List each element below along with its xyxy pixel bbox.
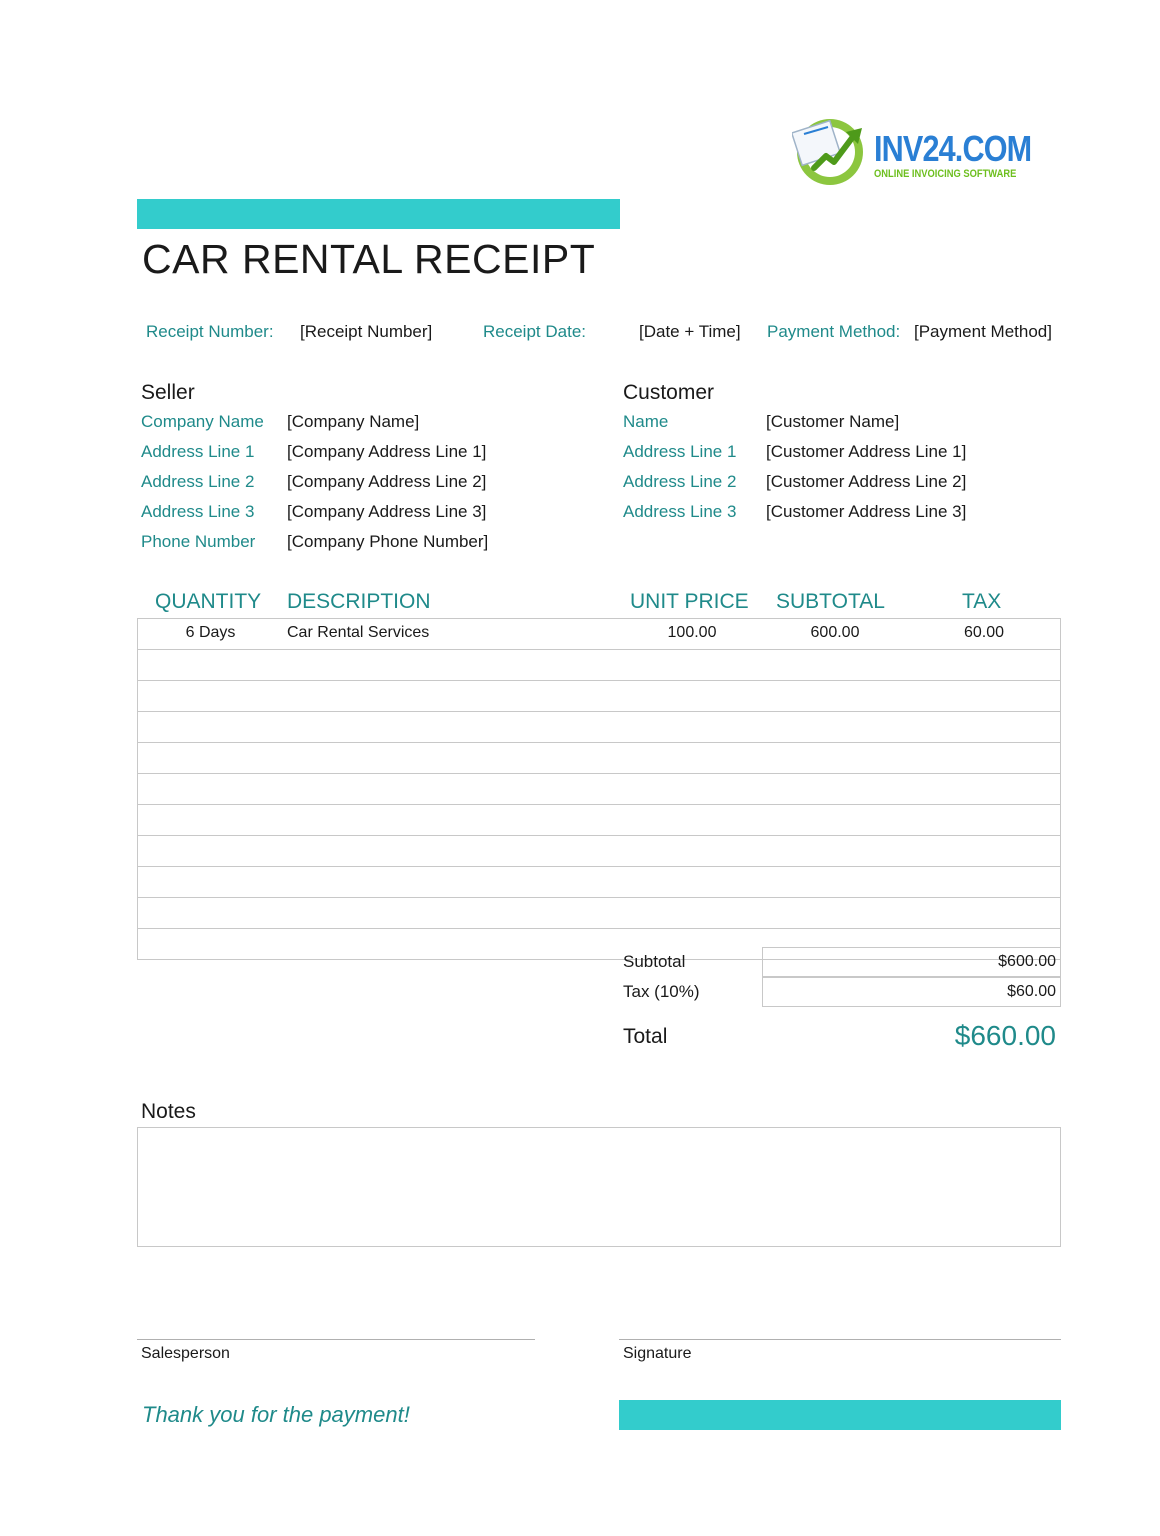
customer-name-label: Name	[623, 412, 669, 431]
receipt-number-label: Receipt Number:	[146, 322, 274, 341]
logo-graphic	[792, 112, 872, 192]
bottom-accent-bar	[619, 1400, 1061, 1430]
customer-address1-value: [Customer Address Line 1]	[766, 442, 967, 461]
signature-line	[619, 1339, 1061, 1340]
payment-method-value: [Payment Method]	[914, 322, 1052, 341]
seller-phone-label: Phone Number	[141, 532, 256, 551]
seller-address2-label: Address Line 2	[141, 472, 255, 491]
cell-description: Car Rental Services	[287, 624, 430, 641]
header-quantity: QUANTITY	[155, 590, 262, 613]
seller-company-value: [Company Name]	[287, 412, 420, 431]
customer-address2-value: [Customer Address Line 2]	[766, 472, 967, 491]
payment-method-label: Payment Method:	[767, 322, 901, 341]
table-row[interactable]	[138, 649, 1060, 680]
seller-address3-value: [Company Address Line 3]	[287, 502, 487, 521]
cell-tax: 60.00	[963, 624, 1005, 641]
tax-value[interactable]: $60.00	[762, 977, 1061, 1007]
table-row[interactable]	[138, 773, 1060, 804]
notes-heading: Notes	[141, 1100, 196, 1123]
customer-address3-value: [Customer Address Line 3]	[766, 502, 967, 521]
receipt-number-value: [Receipt Number]	[300, 322, 433, 341]
table-row[interactable]	[138, 711, 1060, 742]
header-tax: TAX	[962, 590, 1002, 613]
total-value: $660.00	[954, 1020, 1056, 1051]
logo-name: INV24.COM	[874, 128, 1032, 169]
salesperson-line	[137, 1339, 535, 1340]
table-row[interactable]	[138, 897, 1060, 928]
receipt-date-value: [Date + Time]	[639, 322, 741, 341]
seller-company-label: Company Name	[141, 412, 264, 431]
header-unit-price: UNIT PRICE	[630, 590, 749, 613]
seller-heading: Seller	[141, 381, 195, 404]
header-subtotal: SUBTOTAL	[776, 590, 885, 613]
seller-phone-value: [Company Phone Number]	[287, 532, 489, 551]
page-title: CAR RENTAL RECEIPT	[142, 236, 596, 282]
cell-quantity: 6 Days	[185, 624, 236, 641]
salesperson-label: Salesperson	[141, 1345, 230, 1362]
table-row[interactable]	[138, 619, 1060, 649]
header-description: DESCRIPTION	[287, 590, 431, 613]
customer-address2-label: Address Line 2	[623, 472, 737, 491]
seller-address1-label: Address Line 1	[141, 442, 255, 461]
thank-you-message: Thank you for the payment!	[142, 1402, 410, 1427]
customer-heading: Customer	[623, 381, 715, 404]
subtotal-value[interactable]: $600.00	[762, 947, 1061, 977]
seller-address3-label: Address Line 3	[141, 502, 255, 521]
table-row[interactable]	[138, 835, 1060, 866]
cell-unit-price: 100.00	[667, 624, 717, 641]
table-row[interactable]	[138, 742, 1060, 773]
seller-address1-value: [Company Address Line 1]	[287, 442, 487, 461]
table-row[interactable]	[138, 866, 1060, 897]
table-row[interactable]	[138, 804, 1060, 835]
tax-label: Tax (10%)	[623, 982, 700, 1001]
inv24-logo	[792, 112, 1032, 192]
customer-address1-label: Address Line 1	[623, 442, 737, 461]
signature-label: Signature	[623, 1345, 692, 1362]
cell-subtotal: 600.00	[810, 624, 860, 641]
receipt-date-label: Receipt Date:	[483, 322, 586, 341]
table-row[interactable]	[138, 680, 1060, 711]
items-table	[137, 618, 1061, 960]
customer-address3-label: Address Line 3	[623, 502, 737, 521]
customer-name-value: [Customer Name]	[766, 412, 900, 431]
top-accent-bar	[137, 199, 620, 229]
logo-tagline: ONLINE INVOICING SOFTWARE	[874, 168, 1017, 180]
subtotal-label: Subtotal	[623, 952, 686, 971]
seller-address2-value: [Company Address Line 2]	[287, 472, 487, 491]
notes-box[interactable]	[137, 1127, 1061, 1247]
total-label: Total	[623, 1025, 668, 1048]
